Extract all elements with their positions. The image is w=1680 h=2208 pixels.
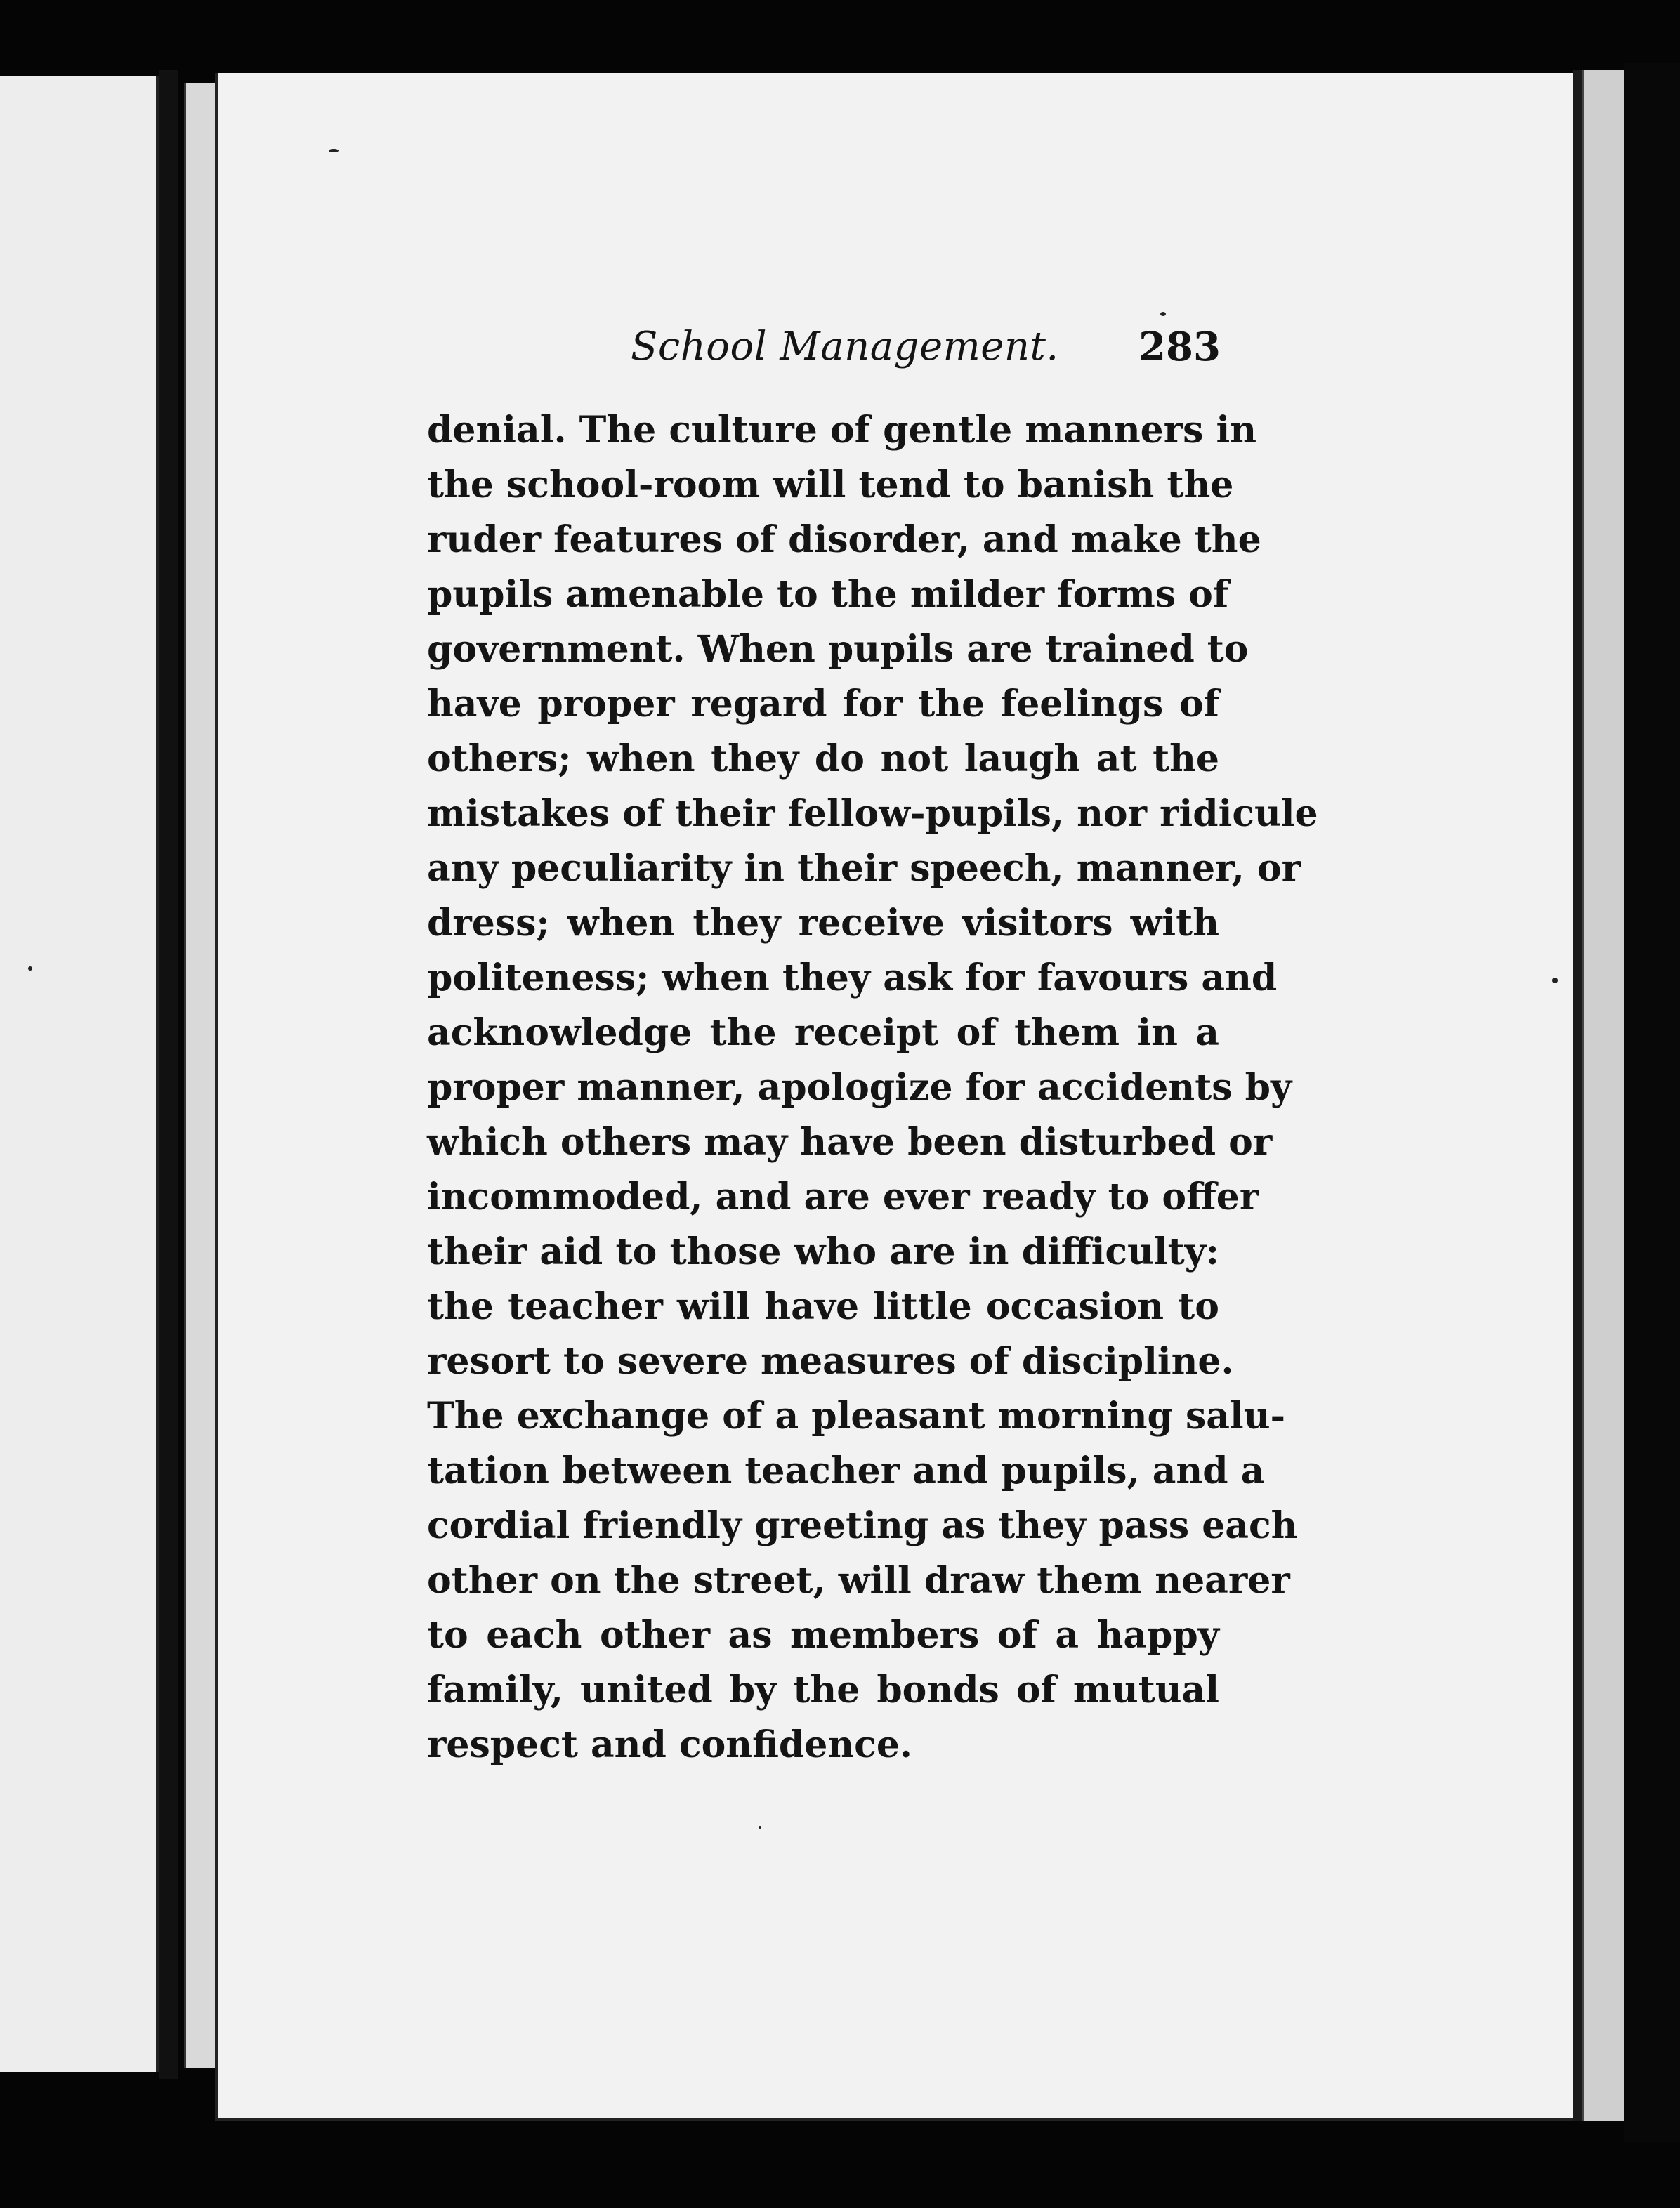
text-line: acknowledge the receipt of them in a [427,1011,1219,1054]
page-number: 283 [1138,324,1221,370]
text-line: The exchange of a pleasant morning salu- [427,1395,1286,1438]
scan-speck [1552,978,1558,983]
text-line: politeness; when they ask for favours and [427,957,1278,999]
body-text [427,403,1318,1773]
text-line: the school-room will tend to banish the [427,464,1234,506]
right-frame-margin [1624,63,1680,2142]
scan-speck [759,1826,761,1829]
text-line: respect and confidence. [427,1723,913,1766]
running-title: School Management. [631,324,1059,369]
text-line: resort to severe measures of discipline. [427,1340,1234,1383]
scan-speck [28,966,32,971]
running-head [631,317,1221,376]
text-line: the teacher will have little occasion to [427,1285,1219,1328]
facing-page-edge [0,76,159,2072]
gutter-page-edge [184,83,217,2068]
scan-speck [329,149,339,152]
book-gutter [159,70,178,2079]
text-line: other on the street, will draw them nearer [427,1559,1290,1602]
text-line: denial. The culture of gentle manners in [427,409,1257,452]
text-line: mistakes of their fellow-pupils, nor ridicule [427,792,1318,835]
text-line: dress; when they receive visitors with [427,902,1219,945]
text-line: ruder features of disorder, and make the [427,518,1261,561]
text-line: government. When pupils are trained to [427,628,1249,671]
text-line: tation between teacher and pupils, and a [427,1450,1265,1492]
page-fore-edge [1582,70,1626,2121]
scan-speck [1160,312,1166,316]
page-right-border [1573,70,1582,2121]
text-line: which others may have been disturbed or [427,1121,1273,1164]
text-line: proper manner, apologize for accidents by [427,1066,1292,1109]
text-line: have proper regard for the feelings of [427,683,1219,725]
text-line: their aid to those who are in difficulty: [427,1230,1219,1273]
text-line: family, united by the bonds of mutual [427,1669,1219,1711]
text-line: incommoded, and are ever ready to offer [427,1176,1259,1218]
text-line: others; when they do not laugh at the [427,737,1219,780]
text-line: any peculiarity in their speech, manner, or [427,847,1301,890]
text-line: pupils amenable to the milder forms of [427,573,1229,616]
text-line: cordial friendly greeting as they pass each [427,1504,1298,1547]
text-line: to each other as members of a happy [427,1614,1219,1657]
